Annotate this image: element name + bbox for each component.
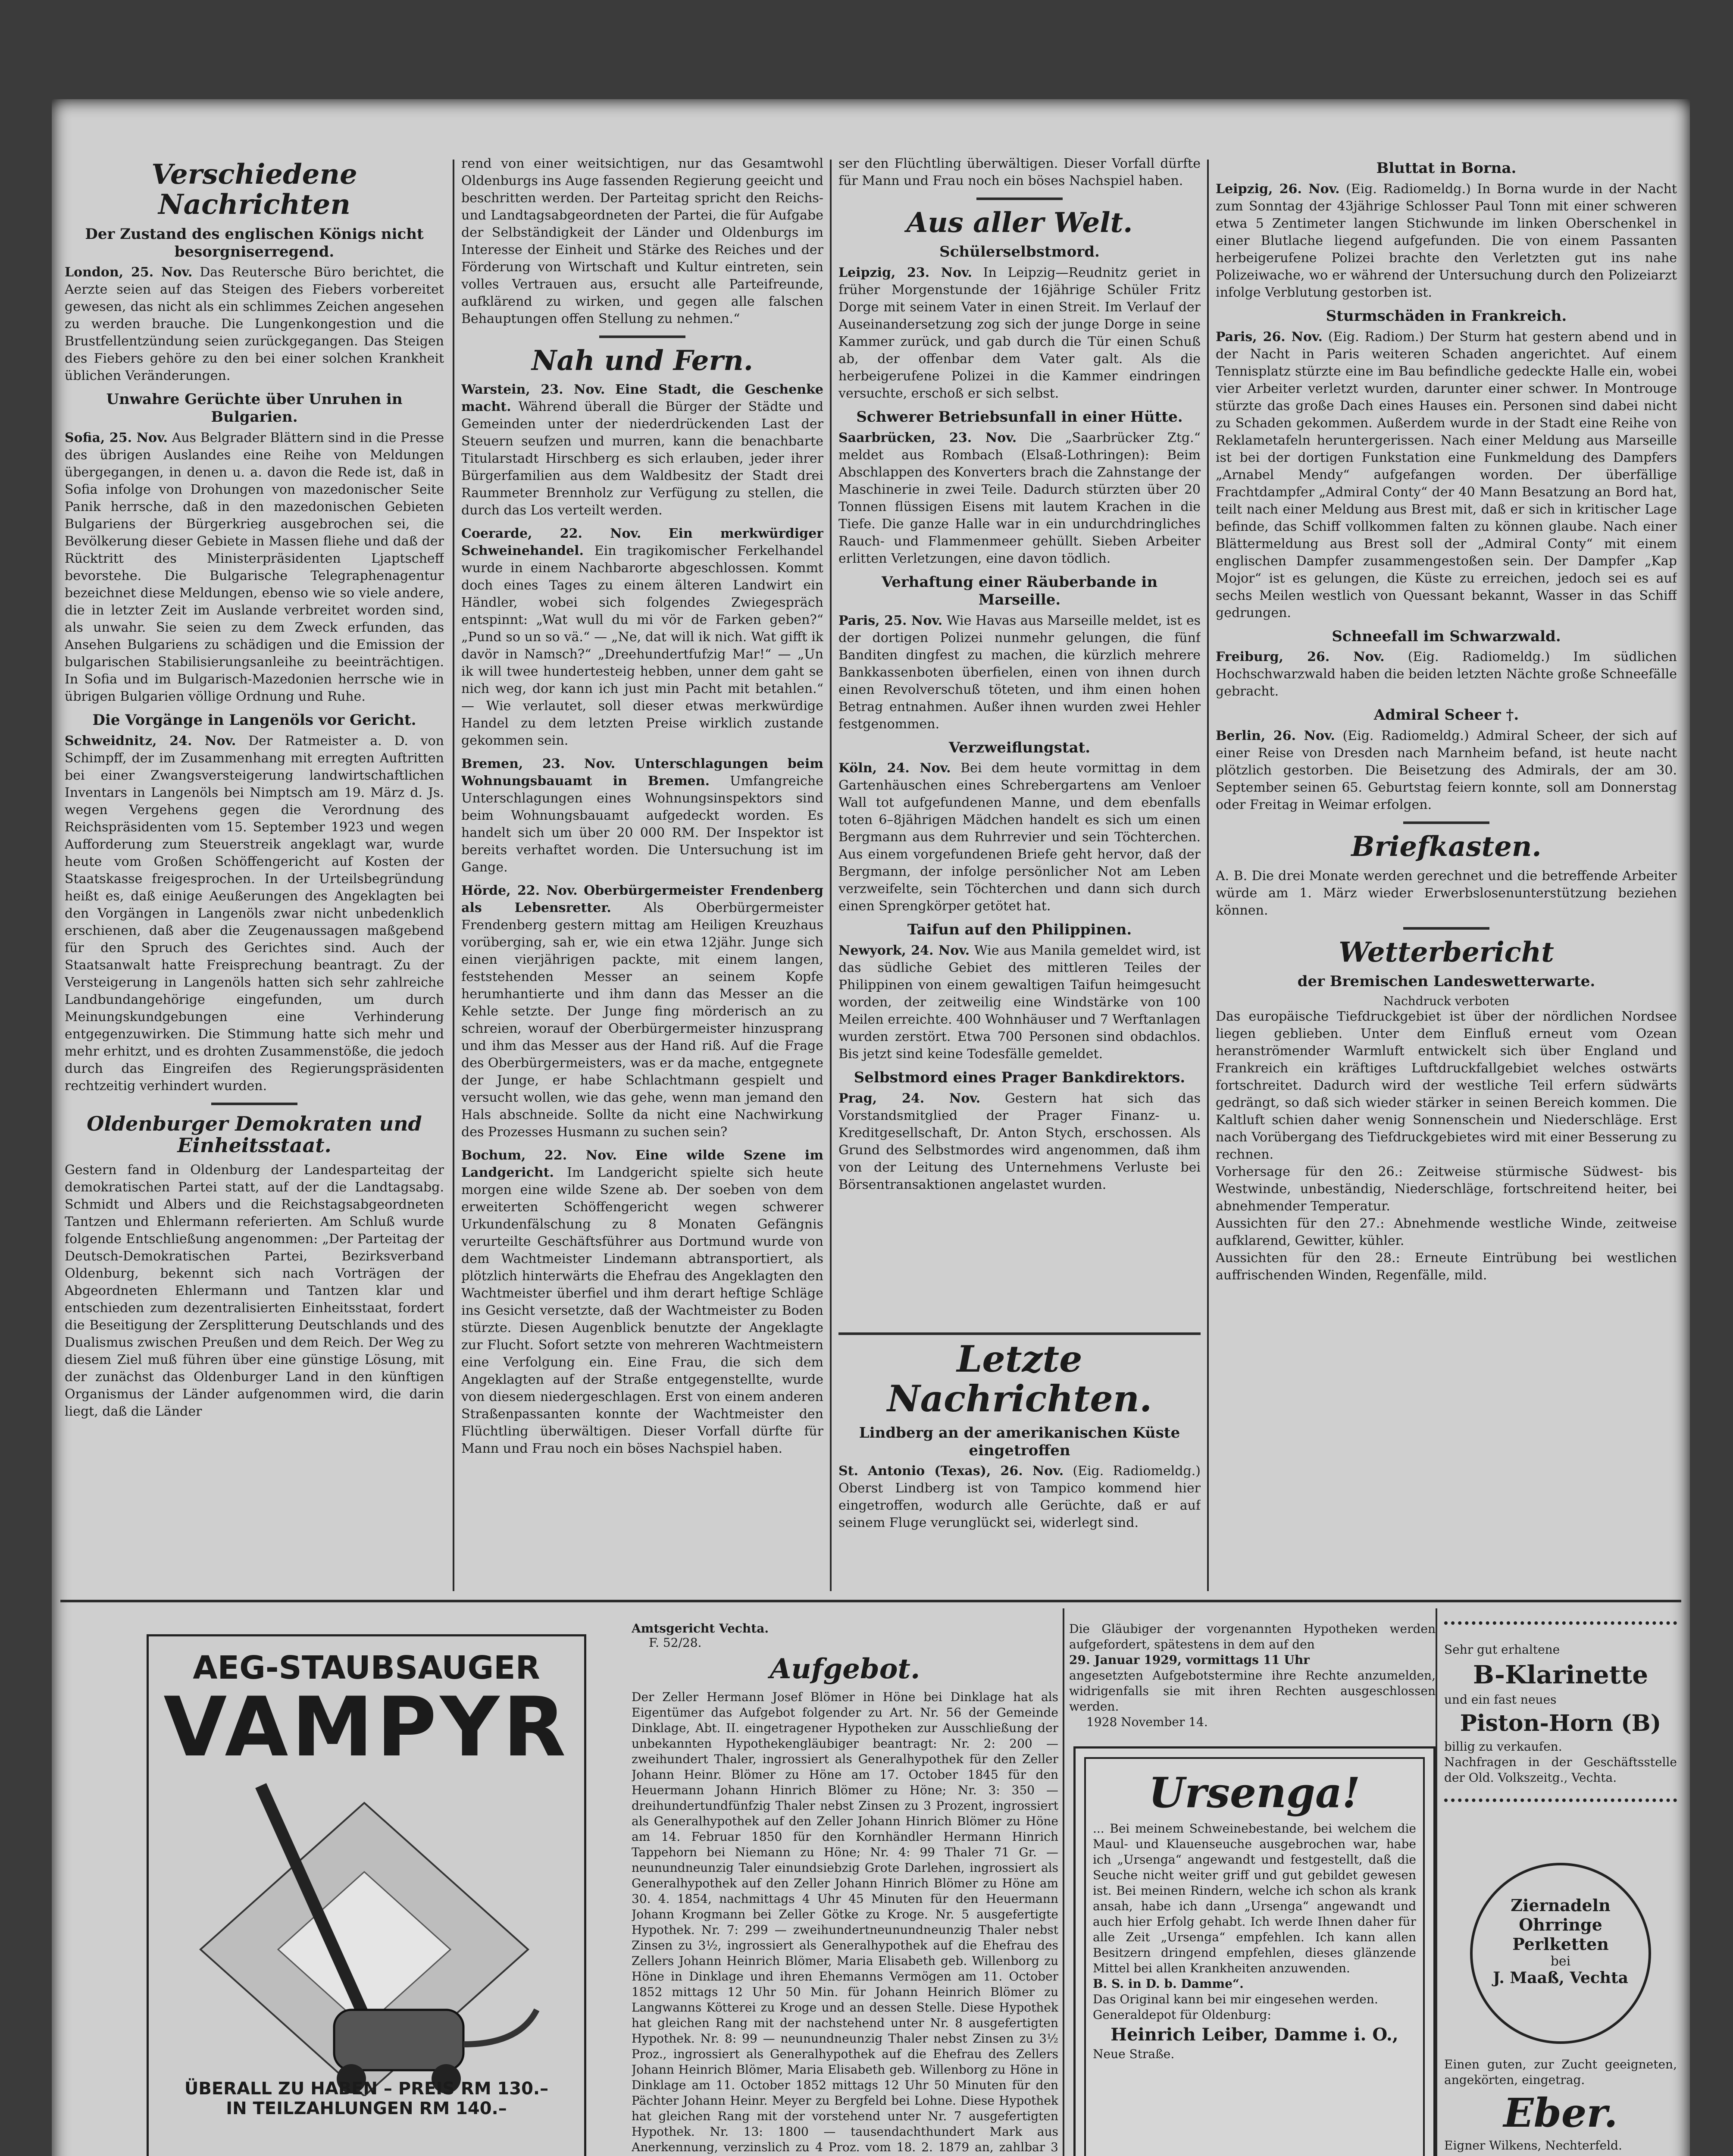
news-story — [1216, 160, 1677, 301]
ursenga-signed: B. S. in D. b. Damme“. — [1093, 1976, 1244, 1991]
weather-text: Das europäische Tiefdruckgebiet ist über der nördlichen Nordsee liegen geblieben. Unter dem Einfluß erneut vom Ozean heranströmender Warmluft entwickelt sich über England und Frankreich ein kräftiges Luftdruckfallgebiet welches ostwärts fortschreitet. Dadurch wird der westliche Teil erfern südwärts gedrängt, so daß sich wieder stärker in seinen Bereich kommen. Die Kaltluft schien daher wenig Sonnenschein und Niederschläge. Erst nach Vorübergang des Tiefdruckgebietes wird mit einer Besserung zu rechnen. — [1216, 1009, 1677, 1162]
aufgebot-continuation — [1069, 1621, 1436, 1742]
column-nah-und-fern — [461, 155, 823, 1595]
story-heading: Eine wilde Szene im Landgericht. — [461, 1148, 823, 1181]
column-rule — [453, 160, 454, 1591]
eber-title: Eber. — [1503, 2090, 1618, 2136]
news-story — [838, 243, 1201, 402]
news-story — [1216, 706, 1677, 814]
story-dateline: Hörde, 22. Nov. — [461, 883, 578, 899]
section-title: Verschiedene Nachrichten — [151, 158, 357, 221]
story-heading: Eine Stadt, die Geschenke macht. — [461, 382, 823, 415]
story-heading: Schwerer Betriebsunfall in einer Hütte. — [856, 408, 1183, 426]
column-rule — [830, 160, 832, 1591]
story-dateline: Leipzig, 26. Nov. — [1216, 181, 1340, 197]
story-text: Während überall die Bürger der Städte und Gemeinden unter der niederdrückenden Last der Steuern seufzen und murren, kann die benachbarte Titularstadt Hirschberg es sich erlauben, jeder ihrer Bürgerfamilien aus dem Waldbesitz der Stadt drei Raummeter Brennholz zur Verfügung zu stellen, die durch das Los verteilt werden. — [461, 399, 823, 518]
story-dateline: Freiburg, 26. Nov. — [1216, 649, 1385, 665]
ursenga-dealer: Heinrich Leiber, Damme i. O., — [1110, 2024, 1398, 2045]
ad-klarinette — [1444, 1621, 1677, 1846]
news-story — [838, 573, 1201, 733]
column-rule — [1207, 160, 1209, 1591]
story-text: Umfangreiche Unterschlagungen eines Wohnungsinspektors sind beim Wohnungsbauamt aufgedeckt worden. Es handelt sich um über 20 000 RM. Der Inspektor ist bereits verhaftet worden. Die Untersuchung ist im Gange. — [461, 774, 823, 875]
ziernadeln-line: Perlketten — [1512, 1934, 1609, 1954]
klarinette-item: Piston-Horn (B) — [1460, 1710, 1661, 1736]
story-text: In Leipzig—Reudnitz geriet in früher Morgenstunde der 16jährige Schüler Fritz Dorge mit seinem Vater in einen Streit. Im Verlauf der Auseinandersetzung zog sich der junge Dorge in seine Kammer zurück, und gab durch die Tür einen Schuß ab, der offenbar dem Vater galt. Als die herbeigerufene Polizei in die Kammer eindringen versuchte, erschoß er sich selbst. — [838, 265, 1201, 401]
ursenga-street: Neue Straße. — [1093, 2046, 1175, 2061]
story-heading: Admiral Scheer †. — [1373, 706, 1519, 724]
news-story — [65, 226, 444, 385]
column-rule — [1063, 1608, 1064, 2156]
story-heading: Der Zustand des englischen Königs nicht besorgniserregend. — [85, 225, 424, 260]
klarinette-lead: Sehr gut erhaltene — [1444, 1642, 1560, 1657]
news-story — [461, 381, 823, 519]
weather-title: Wetterbericht — [1339, 936, 1554, 968]
aufgebot-text: Die Gläubiger der vorgenannten Hypotheken werden aufgefordert, spätestens in dem auf den — [1069, 1622, 1436, 1651]
weather-forecast: Aussichten für den 28.: Erneute Eintrübung bei westlichen auffrischenden Winden, Regenfälle, mild. — [1216, 1250, 1677, 1283]
klarinette-tail: billig zu verkaufen. — [1444, 1739, 1562, 1754]
story-heading: Verzweiflungstat. — [948, 739, 1091, 756]
aufgebot-date: 29. Januar 1929, vormittags 11 Uhr — [1069, 1653, 1310, 1667]
klarinette-item: B-Klarinette — [1473, 1660, 1649, 1689]
ad-ursenga — [1073, 1746, 1436, 2156]
story-text: Das Reutersche Büro berichtet, die Aerzte seien auf das Steigen des Fiebers vorbereitet gewesen, das nicht als ein schlimmes Zeichen angesehen zu werden brauche. Die Lungenkongestion und die Brustfellentzündung seien zurückgegangen. Das Steigen des Fiebers gehöre zu den bei einer solchen Krankheit üblichen Veränderungen. — [65, 265, 444, 384]
ursenga-depot: Generaldepot für Oldenburg: — [1093, 2007, 1271, 2022]
news-story — [838, 408, 1201, 567]
story-dateline: Sofia, 25. Nov. — [65, 430, 168, 445]
story-heading: Selbstmord eines Prager Bankdirektors. — [854, 1069, 1186, 1087]
news-story — [838, 1069, 1201, 1194]
section-title: Aus aller Welt. — [906, 207, 1133, 239]
ad-eber — [1444, 2057, 1677, 2156]
story-text: Aus Belgrader Blättern sind in die Presse des übrigen Auslandes eine Reihe von Meldungen übergegangen, in denen u. a. davon die Rede ist, daß in Sofia infolge von Drohungen von mazedonischer Seite Panik herrsche, daß in den mazedonischen Gebieten Bulgariens der Bürgerkrieg ausgebrochen sei, die Bevölkerung dieser Gebiete in Massen fliehe und daß der Rücktritt des Ministerpräsidenten Ljaptscheff bevorstehe. Die Bulgarische Telegraphenagentur bezeichnet diese Meldungen, ebenso wie so viele andere, die in letzter Zeit im Auslande verbreitet worden sind, als unwahr. Sie seien zu dem Zweck erfunden, das Ansehen Bulgariens zu schädigen und die Emission der bulgarischen Stabilisierungsanleihe zu beeinträchtigen. In Sofia und im Bulgarisch-Mazedonien herrsche wie in übrigen Bulgarien völlige Ordnung und Ruhe. — [65, 430, 444, 704]
aufgebot-text: Der Zeller Hermann Josef Blömer in Höne bei Dinklage hat als Eigentümer das Aufgebot folgender zu Art. Nr. 56 der Gemeinde Dinklage, Abt. II. eingetragener Hypotheken zur Ausschließung der unbekannten Hypothekengläubiger beantragt: Nr. 2: 200 — zweihundert Thaler, ingrossiert als Generalhypothek für den Zeller Johann Heinr. Blömer zu Höne am 17. October 1845 für den Heuermann Johann Hinrich Blömer zu Höne; Nr. 3: 350 — dreihundertundfünfzig Thaler nebst Zinsen zu 3 Prozent, ingrossiert als Generalhypothek auf den Zeller Johann Hinrich Blömer zu Höne am 14. Februar 1850 für den Kornhändler Hermann Hinrich Tappehorn bei Niemann zu Höne; Nr. 4: 99 Thaler 71 Gr. — neunundneunzig Taler einundsiebzig Grote Darlehen, ingrossiert als Generalhypothek auf den Zeller Johann Hinrich Blömer zu Höne am 30. 4. 1854, nachmittags 4 Uhr 45 Minuten für den Heuermann Johann Krogmann bei Zeller Götke zu Kroge. Nr. 5 ausgefertigte Hypothek. Nr. 7: 299 — zweihundertneunundneunzig Thaler nebst Zinsen zu 3½, ingrossiert als Generalhypothek auf die Ehefrau des Zellers Johann Heinrich Blömer, Maria Elisabeth geb. Willenborg zu Höne in Dinklage und ihren Ehemanns Vermögen am 11. October 1852 mittags 12 Uhr 50 Min. für Johann Heinrich Blömer zu Langwanns Kötterei zu Kroge und an dessen Stelle. Diese Hypothek hat gleichen Rang mit der nachstehend unter Nr. 8 ausgefertigten Hypothek. Nr. 8: 99 — neunundneunzig Thaler nebst Zinsen zu 3½ Proz., ingrossiert als Generalhypothek auf die Ehefrau des Zellers Johann Heinrich Blömer, Maria Elisabeth geb. Willenborg zu Höne in Dinklage am 11. October 1852 mittags 12 Uhr 50 Minuten für den Pächter Johann Heinr. Meyer zu Bergfeld bei Lohne. Diese Hypothek hat gleichen Rang mit der vorstehend unter Nr. 7 ausgefertigten Hypothek. Nr. 13: 1800 — tausendachthundert Mark aus Anerkennung, verzinslich zu 4 Proz. vom 18. 2. 1879 an, zahlbar 3 — [632, 1690, 1058, 2155]
story-heading: Taifun auf den Philippinen. — [907, 921, 1132, 939]
case-number: F. 52/28. — [649, 1636, 702, 1650]
news-story — [461, 1147, 823, 1457]
aufgebot-title: Aufgebot. — [770, 1653, 920, 1685]
weather-note: Nachdruck verboten — [1383, 993, 1510, 1008]
story-text: Bei dem heute vormittag in dem Gartenhäuschen eines Schrebergartens am Venloer Wall tot aufgefundenen Manne, und dem ebenfalls toten 6–8jährigen Mädchen handelt es sich um einen Bergmann aus dem Ruhrrevier und sein Töchterchen. Aus einem vorgefundenen Briefe geht hervor, daß der Bergmann, der infolge persönlicher Not am Leben verzweifelte, sein Töchterchen und dann sich durch einen Sprengkörper getötet hat. — [838, 761, 1201, 914]
story-dateline: Bremen, 23. Nov. — [461, 756, 616, 772]
story-dateline: Saarbrücken, 23. Nov. — [838, 430, 1017, 445]
story-dateline: Schweidnitz, 24. Nov. — [65, 733, 236, 749]
story-heading: Oldenburger Demokraten und Einheitsstaat. — [87, 1112, 422, 1157]
story-heading: Ein merkwürdiger Schweinehandel. — [461, 526, 823, 559]
story-text: Gestern fand in Oldenburg der Landesparteitag der demokratischen Partei statt, auf der die Landtagsabg. Schmidt und Albers und die Reichstagsabgeordneten Tantzen und Ehlermann referierten. Am Schluß wurde folgende Entschließung angenommen: „Der Parteitag der Deutsch-Demokratischen Partei, Bezirksverband Oldenburg, bekennt sich nach Vorträgen der Abgeordneten Ehlermann und Tantzen klar und entschieden zum dezentralisierten Einheitsstaat, fordert die Beseitigung der Zersplitterung Deutschlands und des Dualismus zwischen Preußen und dem Reich. Der Weg zu diesem Ziel muß führen über eine günstige Lösung, mit der zunächst das Oldenburger Land in den künftigen Organismus der Länder aufgenommen wird, die darin liegt, daß die Länder — [65, 1162, 444, 1419]
story-heading: Schneefall im Schwarzwald. — [1332, 627, 1561, 645]
ziernadeln-shop: J. Maaß, Vechta — [1493, 1969, 1628, 1987]
story-dateline: Coerarde, 22. Nov. — [461, 526, 641, 542]
continuation-text: rend von einer weitsichtigen, nur das Gesamtwohl Oldenburgs ins Auge fassenden Regierung geeicht und beschritten werden. Der Parteitag spricht den Reichs- und Landtagsabgeordneten der Partei, die für Aufgabe der Selbständigkeit der Länder und Oldenburgs im Interesse der Einheit und Stärke des Reiches und der Förderung von Wirtschaft und Kultur eintreten, sein volles Vertrauen aus, ersucht alle Parteifreunde, aufklärend zu wirken, und gegen alle falschen Behauptungen offen Stellung zu nehmen.“ — [461, 156, 823, 326]
ad-product-name: VAMPYR — [163, 1680, 569, 1775]
ziernadeln-line: Ziernadeln — [1511, 1896, 1611, 1915]
ad-price: ÜBERALL ZU HABEN – PREIS RM 130.– — [184, 2079, 549, 2099]
divider — [1403, 821, 1489, 824]
story-text: Ein tragikomischer Ferkelhandel wurde in einem Nachbarorte abgeschlossen. Kommt doch eines Tages zu einem älteren Landwirt ein Händler, wobei sich folgendes Zwiegespräch entspinnt: „Wat wull du mi vör de Farken geben?“ „Pund so un so vä.“ — „Ne, dat will ik nich. Wat gifft ik davör in Namsch?“ „Dreehundertfufzig Mar!“ — „Un ik will twee hundertesteig hebben, unner dem gaht se nich weg, dor kann ich just min Pacht mit betahlen.“ — Wie verlautet, soll dieser etwas merkwürdige Handel zu dem letzten Preise wirklich zustande gekommen sein. — [461, 543, 823, 749]
story-text: Im Landgericht spielte sich heute morgen eine wilde Szene ab. Der soeben von dem erweiterten Schöffengericht wegen schwerer Urkundenfälschung zu 8 Monaten Gefängnis verurteilte Geschäftsführer aus Dortmund wurde von dem Wachtmeister Lindemann abtransportiert, als plötzlich hinterwärts die Ehefrau des Angeklagten den Wachtmeister überfiel und ihm derart heftige Schläge ins Gesicht versetzte, daß der Wachtmeister zu Boden stürzte. Diesen Augenblick benutzte der Angeklagte zur Flucht. Sofort setzte von mehreren Wachtmeistern eine Verfolgung ein. Eine Frau, die sich dem Angeklagten auf der Straße entgegenstellte, wurde von diesem niedergeschlagen. Erst von einem anderen Straßenpassanten konnte der Wachtmeister den Flüchtling überwältigen. Dieser Vorfall dürfte für Mann und Frau noch ein böses Nachspiel haben. — [461, 1165, 823, 1457]
story-dateline: Warstein, 23. Nov. — [461, 382, 605, 398]
ad-aufgebot — [632, 1621, 1058, 2156]
story-text: (Eig. Radiomeldg.) Oberst Lindberg ist von Tampico kommend hier eingetroffen, wodurch alle Gerüchte, daß er auf seinem Fluge verunglückt sei, widerlegt sind. — [838, 1463, 1201, 1531]
aufgebot-text: angesetzten Aufgebotstermine ihre Rechte anzumelden, widrigenfalls sie mit ihren Rechten ausgeschlossen werden. — [1069, 1668, 1436, 1714]
section-title: Nah und Fern. — [531, 345, 754, 377]
story-text: Wie Havas aus Marseille meldet, ist es der dortigen Polizei nunmehr gelungen, die fünf Banditen dingfest zu machen, die kürzlich mehrere Bankkassenboten überfielen, einen von ihnen durch einen Revolverschuß töteten, und ihm einen hohen Betrag entnahmen. Außer ihnen wurden zwei Hehler festgenommen. — [838, 613, 1201, 732]
story-text: (Eig. Radiomeldg.) Im südlichen Hochschwarzwald haben die beiden letzten Nächte große Schneefälle gebracht. — [1216, 649, 1677, 699]
divider — [976, 197, 1063, 200]
story-heading: Die Vorgänge in Langenöls vor Gericht. — [92, 711, 416, 729]
story-heading: Oberbürgermeister Frendenberg als Lebensretter. — [461, 883, 823, 916]
story-dateline: Paris, 25. Nov. — [838, 613, 943, 628]
ursenga-title: Ursenga! — [1148, 1768, 1361, 1817]
story-text: (Eig. Radiomeldg.) In Borna wurde in der Nacht zum Sonntag der 43jährige Schlosser Paul Tonn mit einer schweren etwa 5 Zentimeter langen Stichwunde im linken Oberschenkel in einer Blutlache liegend aufgefunden. Die von einem Passanten herbeigerufene Polizei brachte den Verletzten gut ins nahe Polizeiwache, wo er während der Untersuchung durch den Polizeiarzt infolge Verblutung gestorben ist. — [1216, 181, 1677, 300]
story-dateline: Köln, 24. Nov. — [838, 761, 951, 776]
ziernadeln-line: Ohrringe — [1519, 1915, 1602, 1934]
ad-brand: AEG-STAUBSAUGER — [193, 1649, 540, 1686]
weather-forecast: Aussichten für den 27.: Abnehmende westliche Winde, zeitweise aufklarend, Gewitter, kühler. — [1216, 1216, 1677, 1248]
weather-subtitle: der Bremischen Landeswetterwarte. — [1297, 972, 1595, 990]
story-heading: Verhaftung einer Räuberbande in Marseille. — [881, 573, 1158, 608]
ursenga-testimonial: ... Bei meinem Schweinebestande, bei welchem die Maul- und Klauenseuche ausgebrochen war, habe ich „Ursenga“ angewandt und festgestellt, daß die Seuche nicht weiter griff und gut gebildet gewesen ist. Bei meinen Rindern, welche ich schon als krank ansah, habe ich dann „Ursenga“ angewandt und auch hier Erfolg gehabt. Ich werde Ihnen daher für alle Zeit „Ursenga“ empfehlen. Ich kann allen Besitzern dringend empfehlen, dieses glänzende Mittel bei allen Krankheiten anzuwenden. — [1093, 1821, 1416, 1975]
story-text: Als Oberbürgermeister Frendenberg gestern mittag am Heiligen Kreuzhaus vorüberging, sah er, wie ein etwa 12jähr. Junge sich einen vierjährigen packte, mit einem langen, feststehenden Messer an seinem Kopfe herumhantierte und ihm dann das Messer an die Kehle setzte. Der Junge fing mörderisch an zu schreien, worauf der Oberbürgermeister hinzusprang und ihm das Messer aus der Hand riß. Auf die Frage des Oberbürgermeisters, was er da mache, entgegnete der Junge, er habe Schlachtmann gespielt und versucht wollen, wie das gehe, wenn man jemand den Hals abschneide. Sollte da nicht eine Nachwirkung des Prozesses Husmann zu suchen sein? — [461, 900, 823, 1140]
news-story — [838, 739, 1201, 915]
column-verschiedene-nachrichten — [65, 155, 444, 1595]
story-dateline: Newyork, 24. Nov. — [838, 943, 970, 959]
latest-news — [838, 1332, 1201, 1591]
story-dateline: Prag, 24. Nov. — [838, 1091, 981, 1106]
story-heading: Bluttat in Borna. — [1376, 160, 1517, 177]
eber-lead: Einen guten, zur Zucht geeigneten, angekörten, eingetrag. — [1444, 2057, 1677, 2087]
ziernadeln-line: bei — [1550, 1954, 1571, 1969]
divider — [599, 335, 685, 338]
court-name: Amtsgericht Vechta. — [632, 1621, 769, 1636]
news-story — [1216, 628, 1677, 701]
vacuum-cleaner-illustration — [149, 1768, 580, 2096]
column-right — [1216, 155, 1677, 1595]
story-text: Die „Saarbrücker Ztg.“ meldet aus Rombach (Elsaß-Lothringen): Beim Abschlappen des Konverters brach die Zahnstange der Maschinerie in zwei Teile. Dadurch stürzten über 20 Tonnen flüssigen Eisens mit lautem Krachen in die Tiefe. Die ganze Halle war in ein undurchdringliches Rauch- und Flammenmeer gehüllt. Sieben Arbeiter erlitten Verletzungen, eine davon tödlich. — [838, 430, 1201, 566]
klarinette-contact: Nachfragen in der Geschäftsstelle der Old. Volkszeitg., Vechta. — [1444, 1755, 1677, 1785]
news-story — [461, 755, 823, 876]
ad-price-installment: IN TEILZAHLUNGEN RM 140.– — [226, 2099, 507, 2118]
divider — [838, 1332, 1201, 1335]
story-dateline: Paris, 26. Nov. — [1216, 329, 1323, 345]
newspaper-page — [52, 99, 1690, 2156]
aufgebot-signed: 1928 November 14. — [1086, 1715, 1208, 1729]
story-text: Gestern hat sich das Vorstandsmitglied der Prager Finanz- u. Kreditgesellschaft, Dr. Anton Stych, erschossen. Als Grund des Selbstmordes wird angenommen, daß ihm von der Leitung des Unternehmens Verluste bei Börsentransaktionen angelastet wurden. — [838, 1091, 1201, 1192]
news-story — [65, 391, 444, 705]
story-dateline: London, 25. Nov. — [65, 265, 193, 280]
story-text: (Eig. Radiomeldg.) Admiral Scheer, der sich auf einer Reise von Dresden nach Marnheim befand, ist heute nacht plötzlich gestorben. Die Beisetzung des Admirals, der am 30. September seinen 65. Geburtstag feiern konnte, soll am Donnerstag oder Freitag in Weimar erfolgen. — [1216, 728, 1677, 813]
eber-contact: Eigner Wilkens, Nechterfeld. — [1444, 2138, 1622, 2153]
story-heading: Unterschlagungen beim Wohnungsbauamt in Bremen. — [461, 756, 823, 789]
ursenga-note: Das Original kann bei mir eingesehen werden. — [1093, 1992, 1378, 2006]
story-dateline: Leipzig, 23. Nov. — [838, 265, 972, 281]
story-text: Der Ratmeister a. D. von Schimpff, der im Zusammenhang mit erregten Auftritten bei einer Zwangsversteigerung landwirtschaftlichen Inventars in Langenöls bei Nimptsch am 19. März d. Js. wegen Vergehens gegen die Verordnung des Reichspräsidenten vom 15. September 1923 und wegen Aufforderung zum Steuerstreik angeklagt war, wurde heute vom Großen Schöffengericht auf Kosten der Staatskasse freigesprochen. In der Urteilsbegründung heißt es, daß einige Aeußerungen des Angeklagten bei den Vorgängen in Langenöls zwar nicht unbedenklich erschienen, daß aber die Zeugenaussagen maßgebend für den Spruch des Gerichtes sind. Auch der Staatsanwalt hatte Freisprechung beantragt. Zu der Versteigerung in Langenöls hatten sich sehr zahlreiche Landbundangehörige eingefunden, um durch Meinungskundgebungen eine Verhinderung entgegenzuwirken. Die Stimmung hatte sich mehr und mehr erhitzt, und es drohten Zusammenstöße, die jedoch durch das Eingreifen des Regierungspräsidenten rechtzeitig verhindert wurden. — [65, 733, 444, 1094]
ad-section-rule — [60, 1600, 1681, 1602]
story-heading: Sturmschäden in Frankreich. — [1326, 307, 1567, 325]
news-story — [838, 921, 1201, 1063]
news-story — [65, 1113, 444, 1420]
ad-ziernadeln — [1470, 1863, 1651, 2044]
briefkasten-text: A. B. Die drei Monate werden gerechnet und die betreffende Arbeiter würde am 1. März wieder Erwerbslosenunterstützung beziehen können. — [1216, 868, 1677, 918]
news-story — [461, 882, 823, 1141]
story-heading: Schülerselbstmord. — [939, 243, 1100, 261]
story-dateline: Bochum, 22. Nov. — [461, 1148, 617, 1163]
klarinette-mid: und ein fast neues — [1444, 1692, 1557, 1707]
divider — [1403, 927, 1489, 930]
continuation-text: ser den Flüchtling überwältigen. Dieser Vorfall dürfte für Mann und Frau noch ein böses Nachspiel haben. — [838, 156, 1201, 188]
story-text: (Eig. Radiom.) Der Sturm hat gestern abend und in der Nacht in Paris weiteren Schaden angerichtet. Auf einem Tennisplatz stürzte eine im Bau befindliche gedeckte Halle ein, wobei vier Arbeiter verletzt wurden, darunter einer schwer. In Montrouge stürzte das große Dach eines Hauses ein. Personen sind dabei nicht zu Schaden gekommen. Außerdem wurde in der Stadt eine Reihe von Reklametafeln heruntergerissen. Nach einer Meldung aus Marseille ist bei der dortigen Funkstation eine Funkmeldung des Dampfers „Arnabel Mendy“ aufgefangen worden. Der überfällige Frachtdampfer „Admiral Conty“ der 40 Mann Besatzung an Bord hat, teilt nach einer Meldung aus Brest mit, daß er sich in kritischer Lage befinde, das Schiff vollkommen falten zu können glaube. Nach einer Blättermeldung aus Brest soll der „Admiral Conty“ mit einem englischen Dampfer zusammengestoßen sein. Der Dampfer „Kap Mojor“ ist es gelungen, die Küste zu erreichen, jedoch sei es auf sechs Meilen westlich von Quessant bekannt, Wasser in das Schiff gedrungen. — [1216, 329, 1677, 620]
news-story — [1216, 307, 1677, 622]
story-dateline: St. Antonio (Texas), 26. Nov. — [838, 1463, 1064, 1479]
story-heading: Unwahre Gerüchte über Unruhen in Bulgarien. — [106, 391, 403, 426]
briefkasten-title: Briefkasten. — [1351, 830, 1542, 863]
weather-forecast: Vorhersage für den 26.: Zeitweise stürmische Südwest- bis Westwinde, unbeständig, Niederschläge, fortschreitend heiter, bei abnehmender Temperatur. — [1216, 1164, 1677, 1214]
latest-news-title: Letzte Nachrichten. — [887, 1338, 1152, 1420]
column-rule — [1436, 1608, 1437, 2156]
ad-vampyr — [147, 1634, 586, 2156]
latest-news-heading: Lindberg an der amerikanischen Küste eingetroffen — [859, 1424, 1180, 1459]
story-dateline: Berlin, 26. Nov. — [1216, 728, 1335, 744]
divider — [211, 1103, 297, 1105]
story-text: Wie aus Manila gemeldet wird, ist das südliche Gebiet des mittleren Teiles der Philippinen von einem gewaltigen Taifun heimgesucht worden, der zeitweilig eine Windstärke von 100 Meilen erreichte. 400 Wohnhäuser und 7 Werftanlagen wurden zerstört. Etwa 700 Personen sind obdachlos. Bis jetzt sind keine Todesfälle gemeldet. — [838, 943, 1201, 1062]
news-story — [65, 711, 444, 1095]
news-story — [461, 525, 823, 749]
